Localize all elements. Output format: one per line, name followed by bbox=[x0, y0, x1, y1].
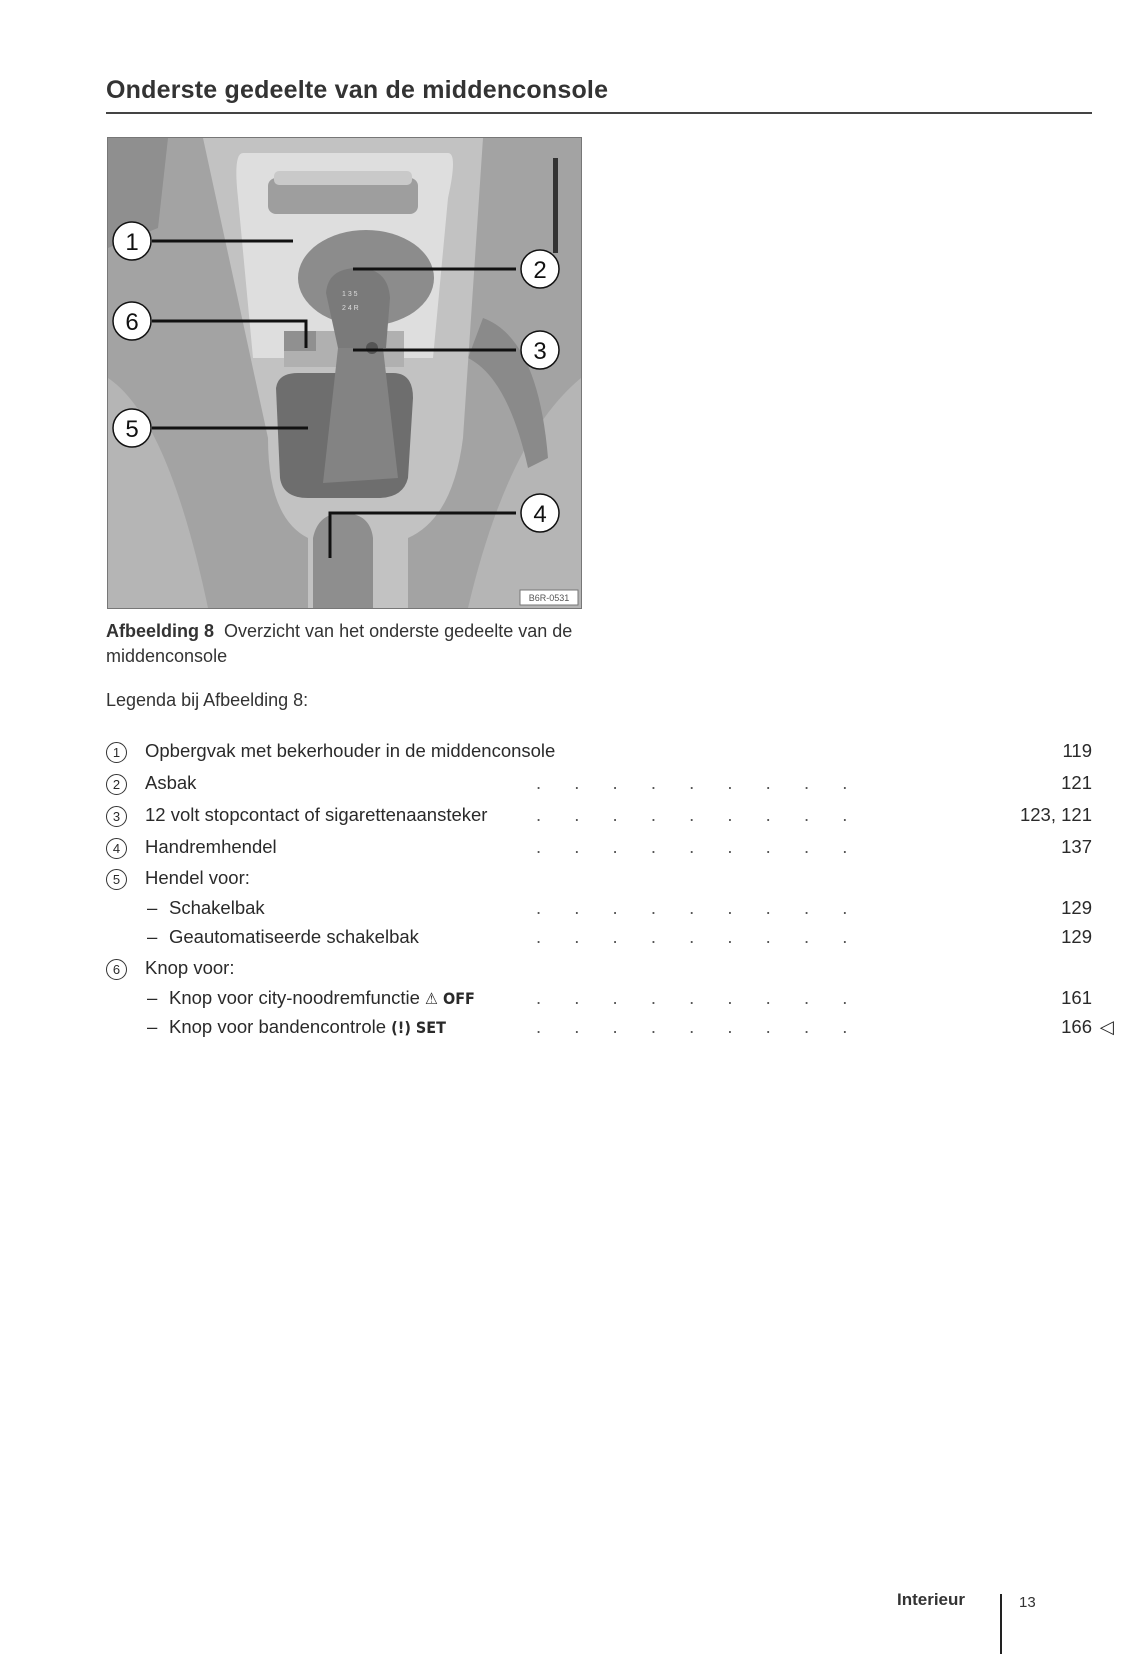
footer-section-name: Interieur bbox=[897, 1590, 966, 1609]
page-number: 13 bbox=[1019, 1594, 1036, 1611]
dash: – bbox=[147, 897, 158, 918]
legend-label: 12 volt stopcontact of sigarettenaansteker bbox=[145, 804, 488, 825]
legend-number: 2 bbox=[106, 774, 127, 795]
leader-dots: . . . . . . . . . bbox=[536, 804, 862, 825]
caption-label: Afbeelding 8 bbox=[106, 621, 215, 641]
heading-rule bbox=[106, 112, 1092, 114]
leader-dots: . . . . . . . . . bbox=[536, 772, 862, 793]
legend-title: Legenda bij Afbeelding 8: bbox=[106, 690, 309, 710]
label-text: Knop voor bandencontrole bbox=[169, 1016, 387, 1037]
dash: – bbox=[147, 1016, 158, 1037]
gear-pattern-bottom: 2 4 R bbox=[342, 305, 359, 312]
gear-pattern-top: 1 3 5 bbox=[342, 291, 358, 298]
figure-caption bbox=[106, 619, 606, 669]
page-reference[interactable]: 137 bbox=[1061, 836, 1092, 857]
page-reference[interactable]: 161 bbox=[1061, 987, 1092, 1008]
section-end-icon: ◁ bbox=[1099, 1016, 1114, 1037]
legend-number: 5 bbox=[106, 869, 127, 890]
legend-subitem bbox=[106, 926, 1092, 952]
page-reference[interactable]: 119 bbox=[1062, 740, 1092, 761]
callout-1-label: 1 bbox=[125, 229, 139, 256]
footer-divider bbox=[1000, 1594, 1002, 1654]
page-title: Onderste gedeelte van de middenconsole bbox=[106, 76, 609, 104]
legend-number: 4 bbox=[106, 838, 127, 859]
legend-item-6 bbox=[106, 957, 1092, 983]
leader-dots: . . . . . . . . . bbox=[536, 836, 862, 857]
callout-2-label: 2 bbox=[533, 257, 547, 284]
legend-number: 6 bbox=[106, 959, 127, 980]
legend-label: Handremhendel bbox=[145, 836, 277, 857]
page-reference[interactable]: 129 bbox=[1061, 897, 1092, 918]
dash: – bbox=[147, 987, 158, 1008]
legend-label: Knop voor: bbox=[145, 957, 235, 978]
page-reference[interactable]: 166 bbox=[1061, 1016, 1092, 1037]
page-reference[interactable]: 121 bbox=[1061, 772, 1092, 793]
dash: – bbox=[147, 926, 158, 947]
leader-dots: . . . . . . . . . bbox=[536, 897, 862, 918]
callout-4-label: 4 bbox=[533, 501, 547, 528]
legend-subitem bbox=[106, 1016, 1114, 1042]
legend-number: 3 bbox=[106, 806, 127, 827]
caption-text: Overzicht van het onderste gedeelte van de middenconsole bbox=[106, 621, 573, 666]
figure-code: B6R-0531 bbox=[528, 593, 570, 603]
legend-label bbox=[169, 1016, 446, 1038]
legend-subitem bbox=[106, 897, 1092, 923]
center-console-photo bbox=[108, 138, 581, 608]
callout-3-label: 3 bbox=[533, 338, 547, 365]
legend-label: Opbergvak met bekerhouder in de middenconsole bbox=[145, 740, 556, 761]
legend-item-1 bbox=[106, 740, 1092, 766]
legend-number: 1 bbox=[106, 742, 127, 763]
page-reference[interactable]: 129 bbox=[1061, 926, 1092, 947]
legend-item-3 bbox=[106, 804, 1092, 830]
legend-label: Schakelbak bbox=[169, 897, 265, 918]
page-reference[interactable]: 123, 121 bbox=[1019, 804, 1092, 825]
tyre-pressure-set-icon: (!) SET bbox=[391, 1018, 446, 1037]
legend-item-5 bbox=[106, 867, 1092, 893]
legend-label: Geautomatiseerde schakelbak bbox=[169, 926, 419, 947]
legend-item-2 bbox=[106, 772, 1092, 798]
legend-label bbox=[169, 987, 475, 1009]
label-text: Knop voor city-noodremfunctie bbox=[169, 987, 420, 1008]
leader-dots: . . . . . . . . . bbox=[536, 987, 862, 1008]
callout-5-label: 5 bbox=[125, 416, 139, 443]
legend-label: Hendel voor: bbox=[145, 867, 250, 888]
callout-6-label: 6 bbox=[125, 309, 139, 336]
legend-subitem bbox=[106, 987, 1092, 1013]
leader-dots: . . . . . . . . . bbox=[536, 926, 862, 947]
legend-item-4 bbox=[106, 836, 1092, 862]
leader-dots: . . . . . . . . . bbox=[536, 1016, 862, 1037]
city-emergency-brake-off-icon: ⚠ OFF bbox=[425, 989, 475, 1008]
center-console-figure bbox=[107, 137, 582, 609]
legend-label: Asbak bbox=[145, 772, 197, 793]
